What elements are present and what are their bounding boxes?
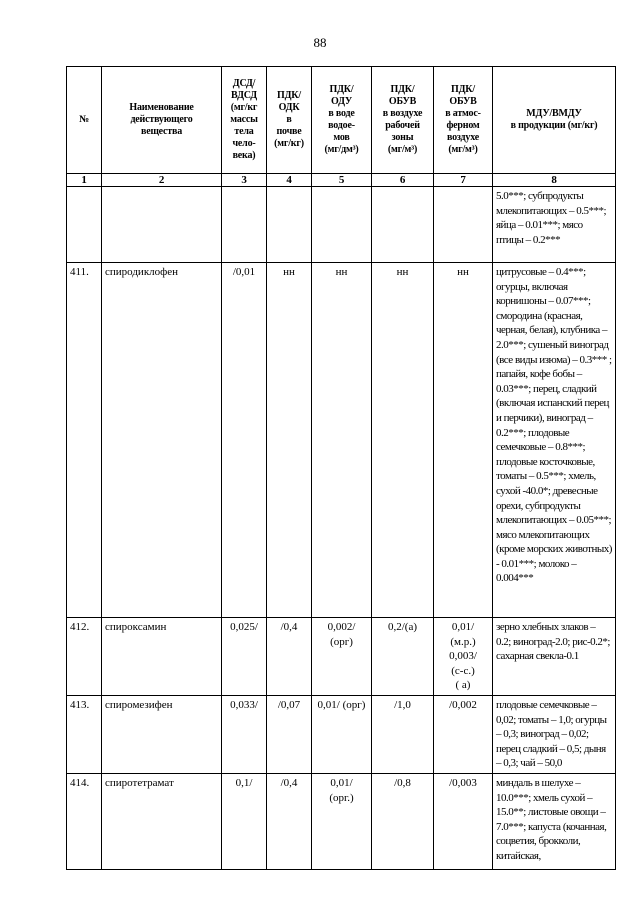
- dsd-value: 0,1/: [222, 773, 267, 869]
- water-value: [312, 187, 372, 263]
- header-mdu: МДУ/ВМДУ в продукции (мг/кг): [493, 67, 616, 174]
- column-number: 6: [372, 174, 434, 187]
- atm-air-value: /0,003: [434, 773, 493, 869]
- column-number: 7: [434, 174, 493, 187]
- dsd-value: 0,033/: [222, 695, 267, 773]
- atm-air-value: [434, 187, 493, 263]
- column-number: 5: [312, 174, 372, 187]
- dsd-value: /0,01: [222, 263, 267, 618]
- header-substance-name: Наименование действующего вещества: [102, 67, 222, 174]
- mdu-value: плодовые семечковые – 0,02; томаты – 1,0; огурцы – 0,3; виноград – 0,02; перец сладкий – 0,5; дыня – 0,3; чай – 50,0: [493, 695, 616, 773]
- mdu-value: зерно хлебных злаков – 0.2; виноград-2.0; рис-0.2*; сахарная свекла-0.1: [493, 618, 616, 696]
- column-number: 4: [267, 174, 312, 187]
- soil-value: /0,4: [267, 618, 312, 696]
- row-number: 411.: [67, 263, 102, 618]
- row-number: [67, 187, 102, 263]
- table-row: [67, 773, 616, 869]
- row-number: 412.: [67, 618, 102, 696]
- work-air-value: [372, 187, 434, 263]
- column-number: 2: [102, 174, 222, 187]
- substance-name: спиротетрамат: [102, 773, 222, 869]
- work-air-value: /0,8: [372, 773, 434, 869]
- dsd-value: 0,025/: [222, 618, 267, 696]
- atm-air-value: нн: [434, 263, 493, 618]
- work-air-value: 0,2/(а): [372, 618, 434, 696]
- water-value: 0,002/ (орг): [312, 618, 372, 696]
- soil-value: [267, 187, 312, 263]
- soil-value: /0,07: [267, 695, 312, 773]
- substance-name: спиродиклофен: [102, 263, 222, 618]
- work-air-value: /1,0: [372, 695, 434, 773]
- water-value: нн: [312, 263, 372, 618]
- header-work-air: ПДК/ ОБУВ в воздухе рабочей зоны (мг/м³): [372, 67, 434, 174]
- header-atm-air: ПДК/ ОБУВ в атмос- ферном воздухе (мг/м³): [434, 67, 493, 174]
- water-value: 0,01/ (орг): [312, 695, 372, 773]
- soil-value: нн: [267, 263, 312, 618]
- column-number-row: [67, 174, 616, 187]
- header-row: [67, 67, 616, 174]
- mdu-value: 5.0***; субпродукты млекопитающих – 0.5***; яйца – 0.01***; мясо птицы – 0.2***: [493, 187, 616, 263]
- header-dsd: ДСД/ ВДСД (мг/кг массы тела чело- века): [222, 67, 267, 174]
- column-number: 3: [222, 174, 267, 187]
- table-row: [67, 187, 616, 263]
- mdu-value: миндаль в шелухе – 10.0***; хмель сухой – 15.0**; листовые овощи – 7.0***; капуста (кочанная, соцветия, брокколи, китайская,: [493, 773, 616, 869]
- dsd-value: [222, 187, 267, 263]
- soil-value: /0,4: [267, 773, 312, 869]
- table-row: [67, 695, 616, 773]
- table-row: [67, 263, 616, 618]
- substance-name: [102, 187, 222, 263]
- header-water: ПДК/ ОДУ в воде водое- мов (мг/дм³): [312, 67, 372, 174]
- table-row: [67, 618, 616, 696]
- substance-name: спироксамин: [102, 618, 222, 696]
- header-number: №: [67, 67, 102, 174]
- atm-air-value: /0,002: [434, 695, 493, 773]
- water-value: 0,01/ (орг.): [312, 773, 372, 869]
- page-number: 88: [313, 35, 327, 50]
- column-number: 8: [493, 174, 616, 187]
- regulation-table: [66, 66, 616, 870]
- row-number: 414.: [67, 773, 102, 869]
- substance-name: спиромезифен: [102, 695, 222, 773]
- header-soil: ПДК/ ОДК в почве (мг/кг): [267, 67, 312, 174]
- row-number: 413.: [67, 695, 102, 773]
- atm-air-value: 0,01/ (м.р.) 0,003/ (с-с.) ( а): [434, 618, 493, 696]
- work-air-value: нн: [372, 263, 434, 618]
- column-number: 1: [67, 174, 102, 187]
- mdu-value: цитрусовые – 0.4***; огурцы, включая корнишоны – 0.07***; смородина (красная, черная, белая), клубника – 2.0***; сушеный виноград (все виды изюма) – 0.3*** ; папайя, кофе бобы – 0.03***; перец, сладкий (включая испанский перец и перчики), виноград – 0.2***; плодовые семечковые – 0.8***; плодовые косточковые, томаты – 0.5***; хмель, сухой -40.0*; древесные орехи, субпродукты млекопитающих – 0.05***; мясо млекопитающих (кроме морских животных) - 0.01***; молоко – 0.004***: [493, 263, 616, 618]
